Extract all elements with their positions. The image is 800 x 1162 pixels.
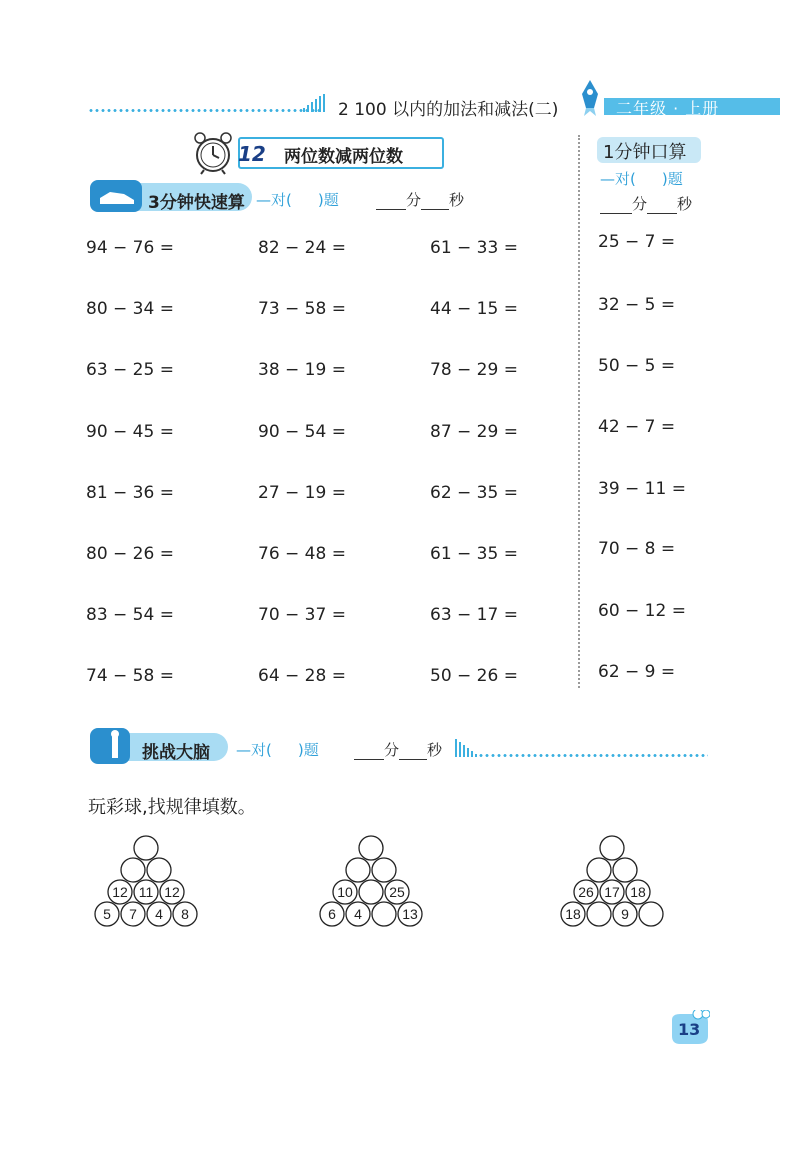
ball-number: 7	[129, 906, 137, 922]
lesson-number: 12	[238, 142, 266, 166]
ball-pyramid-3	[546, 833, 736, 943]
rocket-icon	[570, 76, 610, 118]
ball-number: 8	[181, 906, 189, 922]
page-number: 13	[678, 1020, 701, 1039]
minutes-label: 分	[632, 195, 648, 213]
oral-correct-count	[600, 168, 683, 189]
header-bars-icon	[303, 94, 325, 112]
speed-problem: 94 − 76 =	[86, 238, 174, 258]
challenge-timer	[354, 739, 442, 760]
ball-number: 17	[604, 884, 620, 900]
seconds-label: 秒	[427, 741, 443, 759]
oral-problem: 60 − 12 =	[598, 601, 686, 621]
ball-number: 25	[389, 884, 405, 900]
correct-suffix: )题	[661, 170, 683, 188]
ball-circle[interactable]	[587, 858, 611, 882]
ball-number: 9	[621, 906, 629, 922]
oral-problem: 50 − 5 =	[598, 356, 676, 376]
speed-problem: 63 − 25 =	[86, 360, 174, 380]
speed-problem: 50 − 26 =	[430, 666, 518, 686]
minutes-label: 分	[406, 191, 422, 209]
ball-circle[interactable]	[359, 880, 383, 904]
header-dotted-rule	[88, 109, 320, 112]
speed-problem: 62 − 35 =	[430, 483, 518, 503]
lesson-title: 两位数减两位数	[284, 147, 403, 167]
ball-number: 18	[630, 884, 646, 900]
speed-problem: 27 − 19 =	[258, 483, 346, 503]
challenge-dotted-rule	[478, 754, 708, 757]
speed-problem: 73 − 58 =	[258, 299, 346, 319]
ball-circle[interactable]	[121, 858, 145, 882]
oral-timer	[600, 193, 692, 214]
speed-correct-count	[256, 189, 339, 210]
ball-number: 6	[328, 906, 336, 922]
minutes-blank[interactable]	[600, 195, 632, 214]
ball-circle[interactable]	[372, 902, 396, 926]
giraffe-icon	[90, 728, 130, 764]
speed-problem: 81 − 36 =	[86, 483, 174, 503]
ball-pyramid-1	[80, 833, 270, 943]
ball-pyramid-2	[305, 833, 495, 943]
speed-problem: 64 − 28 =	[258, 666, 346, 686]
ball-circle[interactable]	[147, 858, 171, 882]
ball-number: 11	[138, 884, 154, 900]
speed-problem: 90 − 54 =	[258, 422, 346, 442]
correct-suffix: )题	[317, 191, 339, 209]
speed-problem: 80 − 26 =	[86, 544, 174, 564]
ball-number: 4	[354, 906, 362, 922]
speed-problem: 44 − 15 =	[430, 299, 518, 319]
alarm-clock-icon	[190, 130, 236, 176]
oral-section-title: 1分钟口算	[603, 142, 687, 163]
minutes-blank[interactable]	[376, 191, 406, 210]
correct-prefix: —对(	[600, 170, 636, 188]
ball-circle[interactable]	[372, 858, 396, 882]
shoe-icon	[90, 180, 142, 212]
speed-problem: 90 − 45 =	[86, 422, 174, 442]
speed-problem: 87 − 29 =	[430, 422, 518, 442]
puzzle-instruction: 玩彩球,找规律填数。	[88, 797, 256, 818]
ball-circle[interactable]	[134, 836, 158, 860]
ball-number: 10	[337, 884, 353, 900]
speed-problem: 80 − 34 =	[86, 299, 174, 319]
minutes-blank[interactable]	[354, 741, 384, 760]
challenge-bars-icon	[455, 739, 477, 757]
speed-problem: 78 − 29 =	[430, 360, 518, 380]
ball-number: 12	[164, 884, 180, 900]
ball-number: 5	[103, 906, 111, 922]
ball-circle[interactable]	[587, 902, 611, 926]
ball-number: 13	[402, 906, 418, 922]
speed-problem: 82 − 24 =	[258, 238, 346, 258]
challenge-correct-count	[236, 739, 319, 760]
oral-problem: 32 − 5 =	[598, 295, 676, 315]
oral-problem: 39 − 11 =	[598, 479, 686, 499]
ball-number: 12	[112, 884, 128, 900]
speed-section-title: 3分钟快速算	[148, 193, 245, 213]
speed-problem: 74 − 58 =	[86, 666, 174, 686]
oral-problem: 25 − 7 =	[598, 232, 676, 252]
speed-timer	[376, 189, 464, 210]
correct-suffix: )题	[297, 741, 319, 759]
speed-problem: 70 − 37 =	[258, 605, 346, 625]
grade-label: 二年级 · 上册	[616, 99, 720, 118]
speed-problem: 61 − 35 =	[430, 544, 518, 564]
ball-circle[interactable]	[639, 902, 663, 926]
chapter-title: 2 100 以内的加法和减法(二)	[338, 100, 559, 120]
speed-problem: 61 − 33 =	[430, 238, 518, 258]
ball-circle[interactable]	[600, 836, 624, 860]
oral-problem: 42 − 7 =	[598, 417, 676, 437]
seconds-blank[interactable]	[421, 191, 449, 210]
oral-problem: 62 − 9 =	[598, 662, 676, 682]
correct-prefix: —对(	[236, 741, 272, 759]
speed-problem: 76 − 48 =	[258, 544, 346, 564]
seconds-blank[interactable]	[647, 195, 677, 214]
challenge-section-title: 挑战大脑	[142, 743, 210, 763]
seconds-blank[interactable]	[399, 741, 427, 760]
seconds-label: 秒	[677, 195, 693, 213]
ball-circle[interactable]	[346, 858, 370, 882]
minutes-label: 分	[384, 741, 400, 759]
ball-circle[interactable]	[613, 858, 637, 882]
ball-number: 26	[578, 884, 594, 900]
speed-problem: 63 − 17 =	[430, 605, 518, 625]
oral-problem: 70 − 8 =	[598, 539, 676, 559]
column-divider	[578, 135, 580, 688]
seconds-label: 秒	[449, 191, 465, 209]
ball-circle[interactable]	[359, 836, 383, 860]
ball-number: 4	[155, 906, 163, 922]
correct-prefix: —对(	[256, 191, 292, 209]
speed-problem: 83 − 54 =	[86, 605, 174, 625]
ball-number: 18	[565, 906, 581, 922]
speed-problem: 38 − 19 =	[258, 360, 346, 380]
